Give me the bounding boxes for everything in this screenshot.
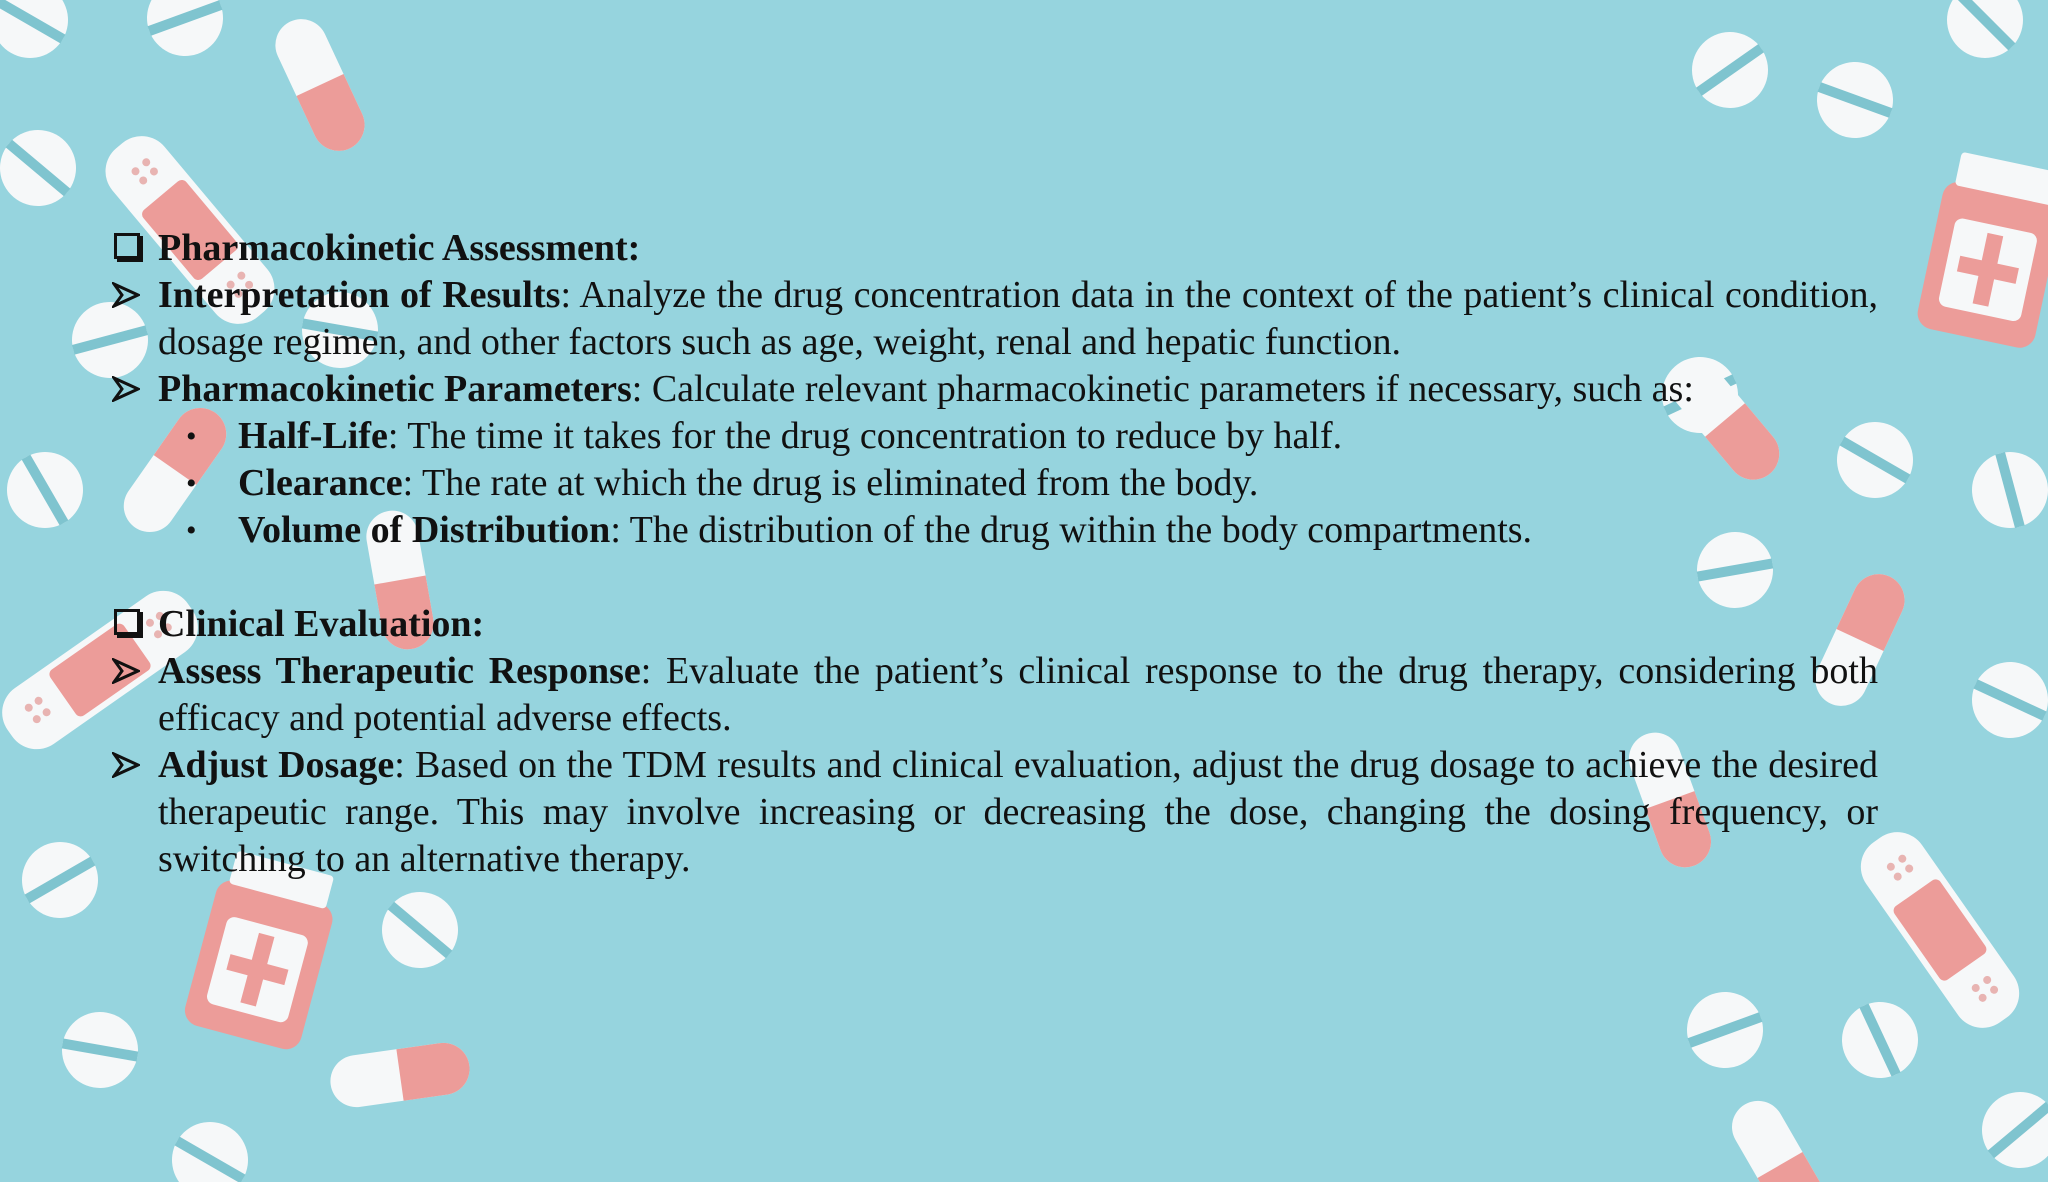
item-term: Interpretation of Results xyxy=(158,274,561,316)
section-spacer xyxy=(110,554,1878,601)
arrow-bullet-icon xyxy=(112,658,140,684)
sub-list-item xyxy=(186,413,1878,460)
sub-item-term: Half-Life xyxy=(238,415,388,457)
dot-bullet-icon: • xyxy=(186,467,197,500)
arrow-bullet-icon xyxy=(112,752,140,778)
list-item xyxy=(110,366,1878,413)
sub-list xyxy=(110,413,1878,554)
section-heading: Pharmacokinetic Assessment: xyxy=(110,225,1878,272)
item-text: : Analyze the drug concentration data in the context of the patient’s clinical condition, dosage regimen, and other factors such as age, weight, renal and hepatic function. xyxy=(158,274,1879,363)
list-item xyxy=(110,742,1878,883)
dot-bullet-icon: • xyxy=(186,420,197,453)
arrow-bullet-icon xyxy=(112,282,140,308)
item-term: Pharmacokinetic Parameters xyxy=(158,368,632,410)
dot-bullet-icon: • xyxy=(186,514,197,547)
arrow-bullet-icon xyxy=(112,376,140,402)
sub-item-text: : The time it takes for the drug concentration to reduce by half. xyxy=(387,415,1343,457)
sub-list-item xyxy=(186,460,1878,507)
checkbox-bullet-icon xyxy=(114,233,140,259)
item-term: Adjust Dosage xyxy=(158,744,395,786)
sub-item-term: Volume of Distribution xyxy=(238,509,611,551)
section-heading: Clinical Evaluation: xyxy=(110,601,1878,648)
list-item xyxy=(110,648,1878,742)
sub-item-text: : The rate at which the drug is eliminated from the body. xyxy=(402,462,1259,504)
item-text: : Evaluate the patient’s clinical response to the drug therapy, considering both efficacy and potential adverse effects. xyxy=(158,650,1878,739)
list-item xyxy=(110,272,1878,366)
sub-list-item xyxy=(186,507,1878,554)
item-text: : Calculate relevant pharmacokinetic parameters if necessary, such as: xyxy=(631,368,1694,410)
item-term: Assess Therapeutic Response xyxy=(158,650,641,692)
slide-content xyxy=(110,225,1878,883)
sub-item-text: : The distribution of the drug within the body compartments. xyxy=(610,509,1533,551)
sub-item-term: Clearance xyxy=(238,462,403,504)
item-text: : Based on the TDM results and clinical evaluation, adjust the drug dosage to achieve the desired therapeutic range. This may involve increasing or decreasing the dose, changing the dosing frequency, or switching to an alternative therapy. xyxy=(158,744,1879,880)
checkbox-bullet-icon xyxy=(114,609,140,635)
